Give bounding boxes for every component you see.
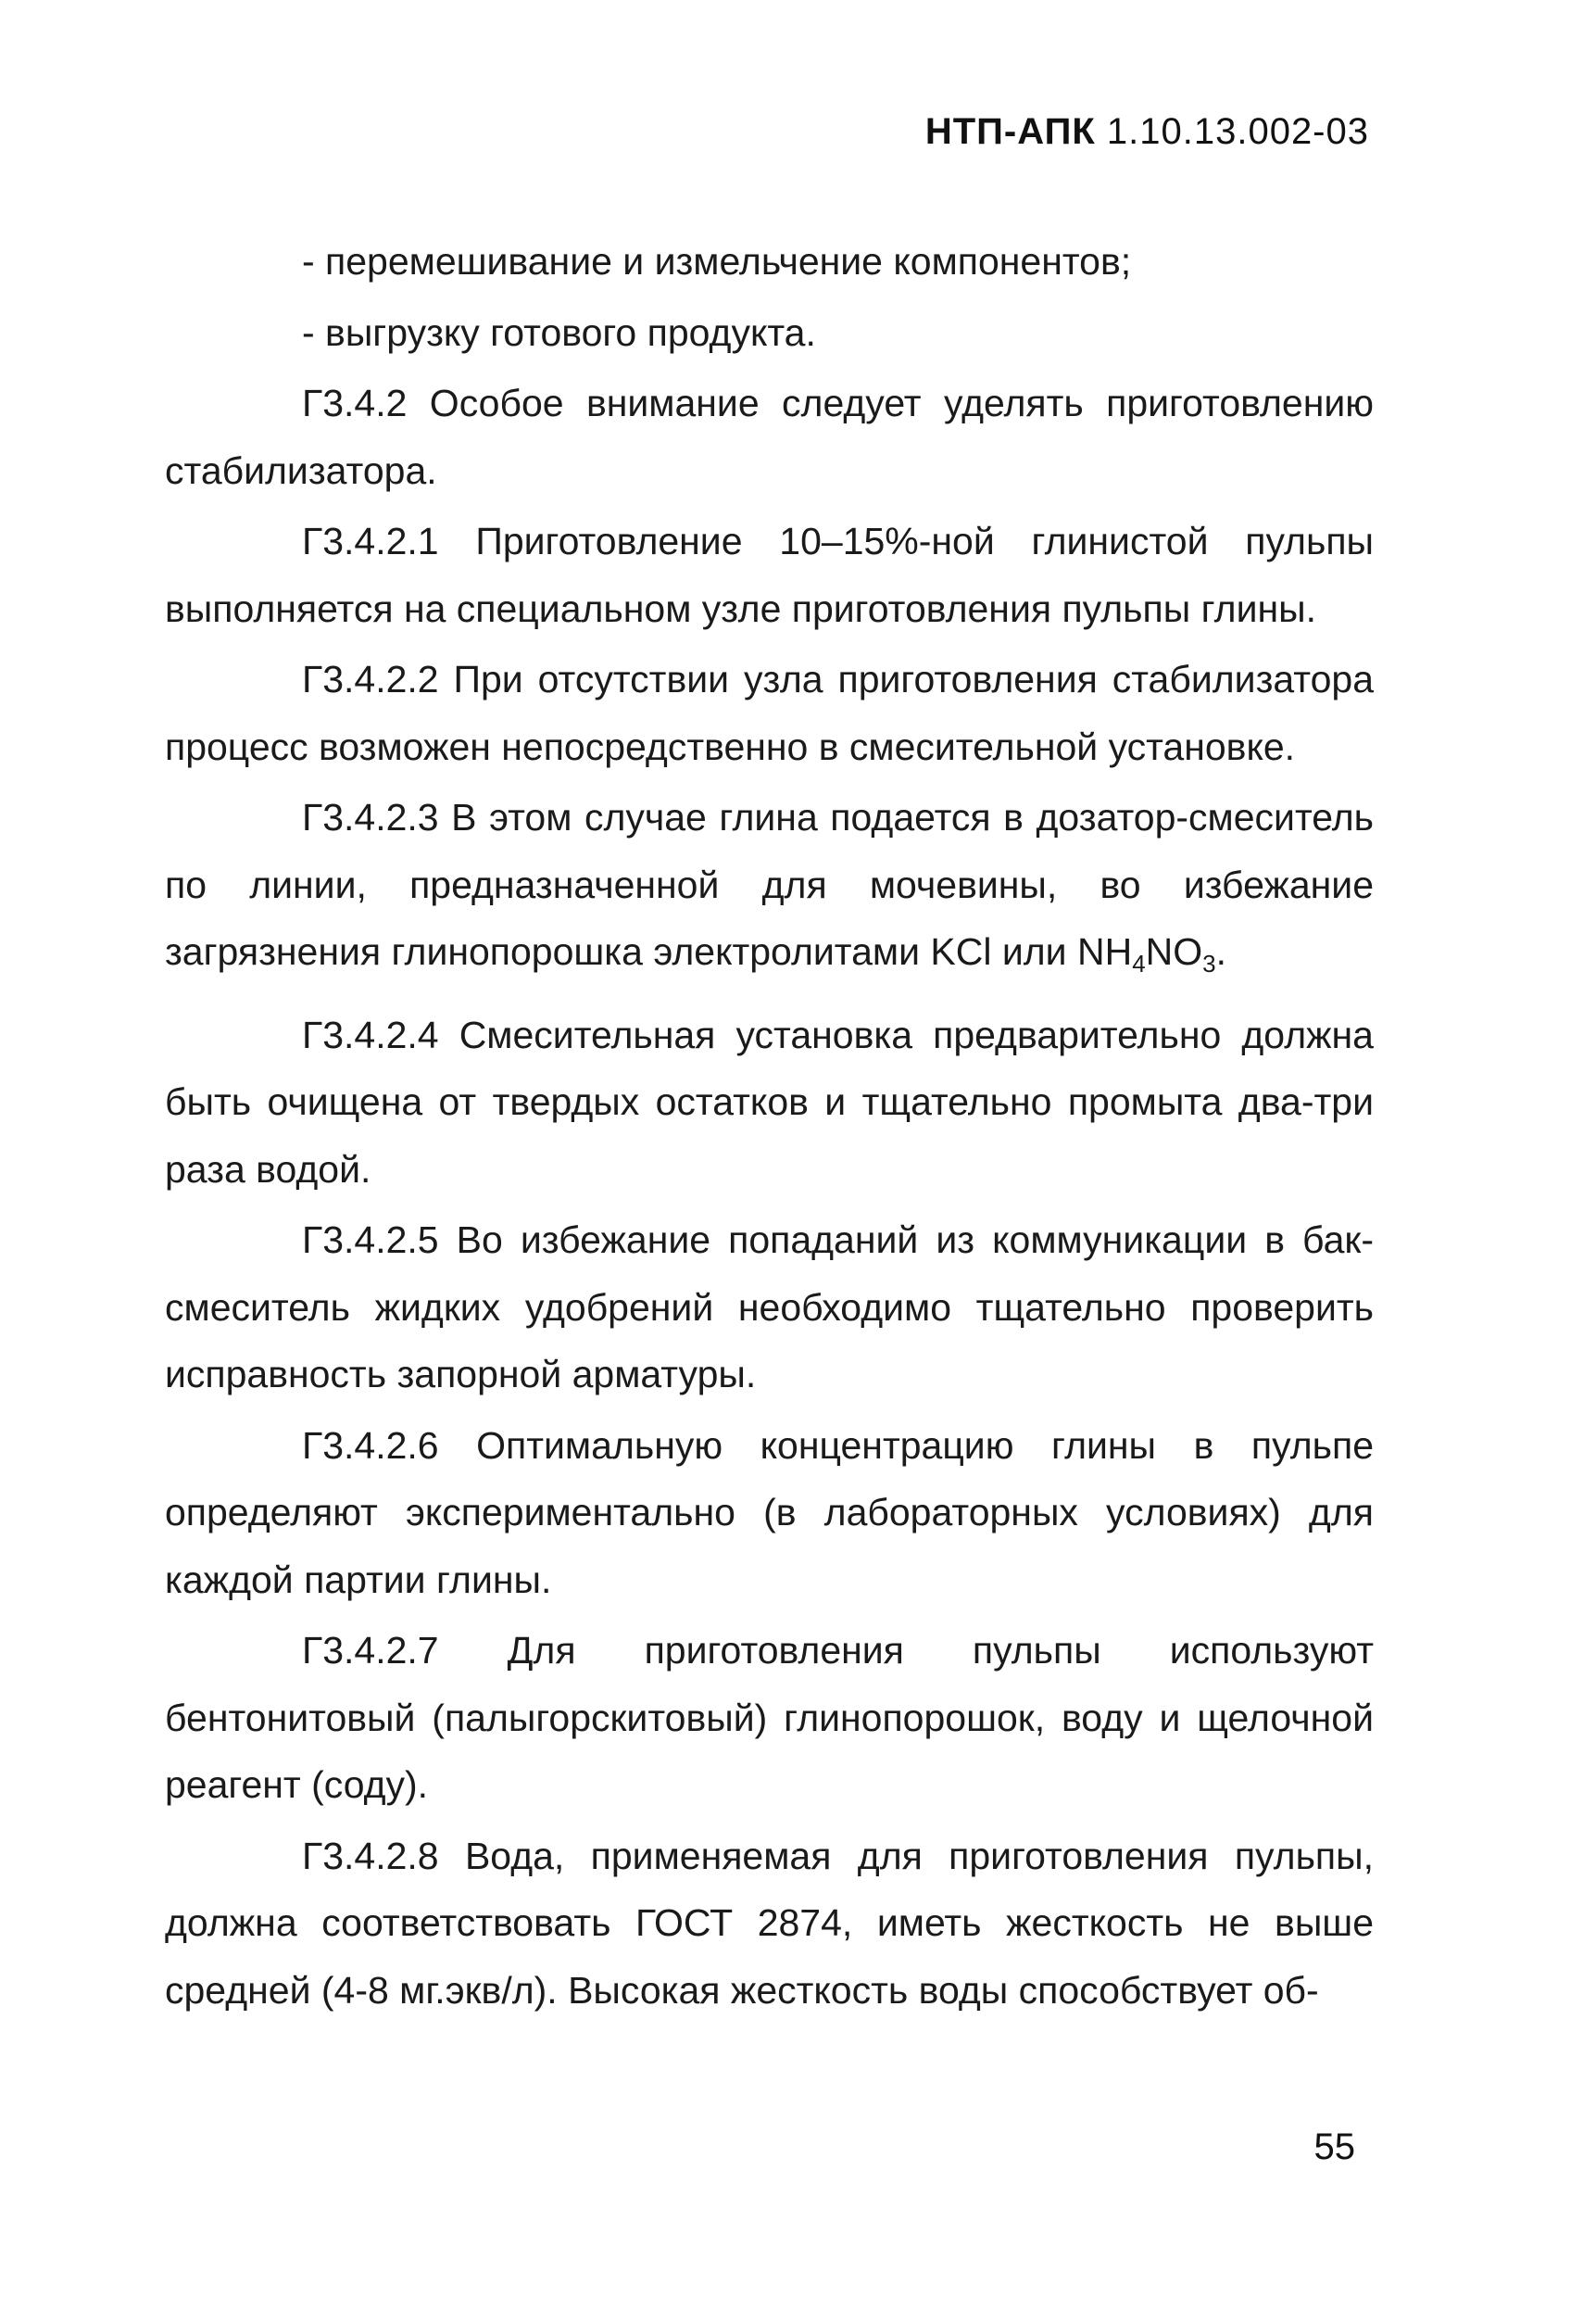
paragraph-g3-4-2-6: Г3.4.2.6 Оптимальную концентрацию глины в пульпе определяют экспериментально (в лабораторных условиях) для каждой партии глины. bbox=[165, 1423, 1374, 1601]
document-code-header bbox=[925, 111, 1369, 153]
paragraph-g3-4-2-1: Г3.4.2.1 Приготовление 10–15%-ной глинистой пульпы выполняется на специальном узле приготовления пульпы глины. bbox=[165, 520, 1374, 630]
header-prefix: НТП-АПК bbox=[924, 111, 1096, 152]
page-number: 55 bbox=[1313, 2126, 1355, 2167]
subscript-4: 4 bbox=[1132, 950, 1146, 978]
paragraph-g3-4-2-7: Г3.4.2.7 Для приготовления пульпы используют бентонитовый (палыгорскитовый) глинопорошок, воду и щелочной реагент (соду). bbox=[165, 1629, 1374, 1806]
paragraph-g3-4-2-5: Г3.4.2.5 Во избежание попаданий из коммуникации в бак-смеситель жидких удобрений необходимо тщательно проверить исправность запорной арматуры. bbox=[165, 1218, 1374, 1395]
paragraph-g3-4-2: Г3.4.2 Особое внимание следует уделять приготовлению стабилизатора. bbox=[165, 382, 1374, 492]
subscript-3: 3 bbox=[1202, 950, 1216, 978]
list-item-mixing: - перемешивание и измельчение компонентов; bbox=[302, 240, 1132, 283]
paragraph-g3-4-2-4: Г3.4.2.4 Смесительная установка предварительно должна быть очищена от твердых остатков и тщательно промыта два-три раза водой. bbox=[165, 1013, 1374, 1191]
document-body bbox=[165, 228, 1374, 2027]
paragraph-g3-4-2-2: Г3.4.2.2 При отсутствии узла приготовления стабилизатора процесс возможен непосредственно в смесительной установке. bbox=[165, 658, 1374, 768]
paragraph-end-period: . bbox=[1215, 930, 1227, 973]
paragraph-g3-4-2-3-text: Г3.4.2.3 В этом случае глина подается в дозатор-смеситель по линии, предназначенной для мочевины, во избежание загрязнения глинопорошка электролитами KCl или NH bbox=[165, 796, 1374, 973]
paragraph-g3-4-2-3 bbox=[165, 784, 1374, 998]
formula-no: NO bbox=[1145, 930, 1203, 973]
list-item-unloading: - выгрузку готового продукта. bbox=[302, 310, 816, 354]
paragraph-g3-4-2-8: Г3.4.2.8 Вода, применяемая для приготовления пульпы, должна соответствовать ГОСТ 2874, иметь жесткость не выше средней (4-8 мг.экв/л). Высокая жесткость воды способствует об- bbox=[165, 1834, 1374, 2012]
header-code: 1.10.13.002-03 bbox=[1106, 111, 1369, 152]
